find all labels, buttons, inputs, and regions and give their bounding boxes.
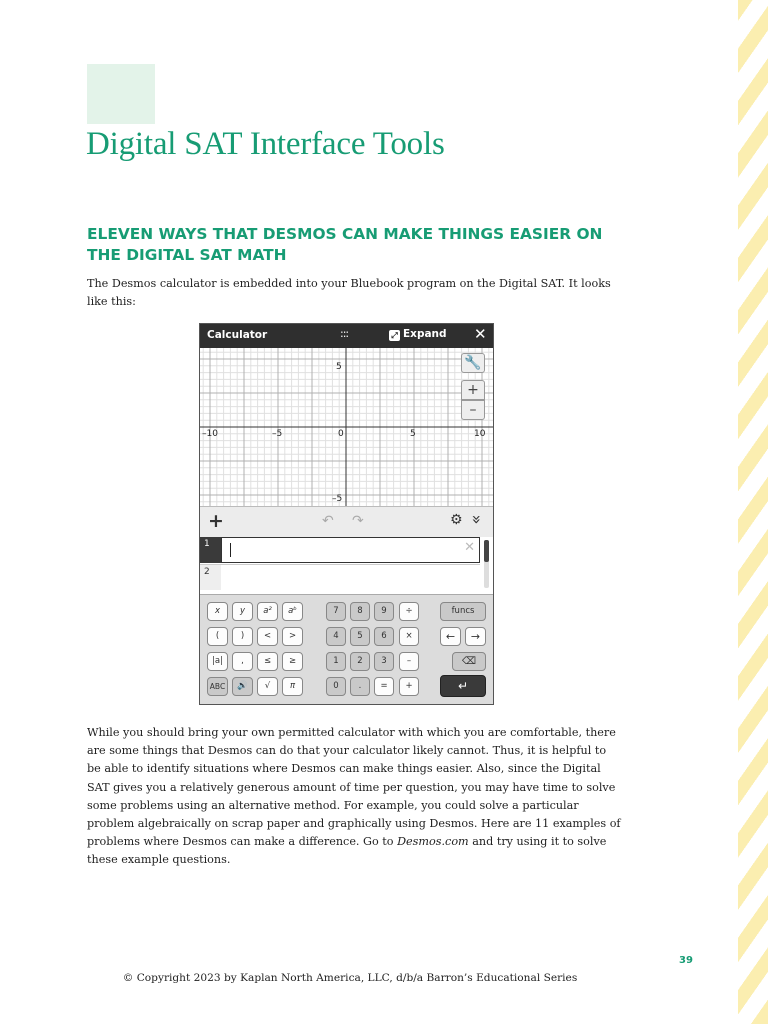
key-equals[interactable]: = bbox=[374, 677, 394, 696]
x-tick-label: –5 bbox=[272, 429, 283, 439]
delete-expression-icon[interactable]: ✕ bbox=[464, 540, 475, 555]
calculator-keypad bbox=[200, 594, 493, 705]
expression-input[interactable] bbox=[221, 564, 480, 590]
key-plus[interactable]: + bbox=[399, 677, 419, 696]
gear-icon[interactable]: ⚙ bbox=[450, 512, 463, 528]
body-text-end: and try using it to solve these example questions. bbox=[87, 835, 607, 867]
key-comma[interactable]: , bbox=[232, 652, 253, 671]
collapse-list-icon[interactable]: » bbox=[467, 514, 487, 525]
expression-input[interactable] bbox=[221, 537, 480, 563]
y-tick-label: –5 bbox=[332, 494, 343, 504]
drag-handle-icon[interactable]: ::: bbox=[340, 327, 349, 340]
expand-icon: ⤢ bbox=[389, 330, 400, 341]
key-a-power-b[interactable]: aᵇ bbox=[282, 602, 303, 621]
key-6[interactable]: 6 bbox=[374, 627, 394, 646]
decorative-stripe-bar bbox=[738, 0, 768, 1024]
page-number: 39 bbox=[679, 955, 693, 966]
key-a-squared[interactable]: a² bbox=[257, 602, 278, 621]
intro-paragraph: The Desmos calculator is embedded into your Bluebook program on the Digital SAT. It looks like this: bbox=[87, 277, 611, 308]
key-y[interactable]: y bbox=[232, 602, 253, 621]
body-paragraph bbox=[87, 724, 622, 870]
expand-label: Expand bbox=[403, 328, 447, 340]
key-absolute-value[interactable]: |a| bbox=[207, 652, 228, 671]
x-tick-label: 5 bbox=[410, 429, 416, 439]
key-0[interactable]: 0 bbox=[326, 677, 346, 696]
text-cursor bbox=[230, 543, 231, 557]
calculator-titlebar bbox=[200, 324, 493, 348]
expression-scrollbar-thumb[interactable] bbox=[484, 540, 489, 562]
key-less-than[interactable]: < bbox=[257, 627, 278, 646]
key-divide[interactable]: ÷ bbox=[399, 602, 419, 621]
expand-button[interactable] bbox=[389, 328, 447, 341]
key-open-paren[interactable]: ( bbox=[207, 627, 228, 646]
graph-settings-wrench-icon[interactable]: 🔧 bbox=[461, 353, 485, 373]
add-expression-icon[interactable]: + bbox=[208, 510, 224, 532]
expression-toolbar bbox=[200, 506, 493, 538]
key-x[interactable]: x bbox=[207, 602, 228, 621]
funcs-button[interactable]: funcs bbox=[440, 602, 486, 621]
key-abc[interactable]: ABC bbox=[207, 677, 228, 696]
key-5[interactable]: 5 bbox=[350, 627, 370, 646]
key-7[interactable]: 7 bbox=[326, 602, 346, 621]
expression-list bbox=[200, 537, 493, 593]
key-4[interactable]: 4 bbox=[326, 627, 346, 646]
key-square-root[interactable]: √ bbox=[257, 677, 278, 696]
key-greater-than[interactable]: > bbox=[282, 627, 303, 646]
redo-icon[interactable]: ↷ bbox=[352, 513, 364, 529]
backspace-icon[interactable]: ⌫ bbox=[452, 652, 486, 671]
close-icon[interactable]: ✕ bbox=[474, 325, 487, 343]
key-greater-equal[interactable]: ≥ bbox=[282, 652, 303, 671]
key-multiply[interactable]: × bbox=[399, 627, 419, 646]
key-2[interactable]: 2 bbox=[350, 652, 370, 671]
undo-icon[interactable]: ↶ bbox=[322, 513, 334, 529]
copyright-footer: © Copyright 2023 by Kaplan North America, LLC, d/b/a Barron’s Educational Series bbox=[122, 972, 578, 984]
section-heading: ELEVEN WAYS THAT DESMOS CAN MAKE THINGS EASIER ON THE DIGITAL SAT MATH bbox=[87, 225, 603, 264]
chapter-title: Digital SAT Interface Tools bbox=[86, 126, 445, 162]
expression-number: 2 bbox=[200, 564, 221, 590]
expression-row[interactable] bbox=[200, 564, 481, 590]
key-minus[interactable]: – bbox=[399, 652, 419, 671]
zoom-out-button[interactable]: – bbox=[461, 400, 485, 420]
key-9[interactable]: 9 bbox=[374, 602, 394, 621]
x-tick-label: 0 bbox=[338, 429, 344, 439]
key-pi[interactable]: π bbox=[282, 677, 303, 696]
body-text: While you should bring your own permitted calculator with which you are comfortable, there are some things that Desmos can do that your calculator likely cannot. Thus, it is helpful to be able to identify situations where Desmos can make things easier. Also, since the Digital SAT gives you a relatively generous amount of time per question, you may have time to solve some problems using an alternative method. For example, you could solve a particular problem algebraically on scrap paper and graphically using Desmos. Here are 11 examples of problems where Desmos can make a difference. Go to bbox=[87, 726, 621, 849]
key-1[interactable]: 1 bbox=[326, 652, 346, 671]
audio-icon[interactable]: 🔊 bbox=[232, 677, 253, 696]
graph-grid bbox=[200, 348, 493, 506]
key-3[interactable]: 3 bbox=[374, 652, 394, 671]
key-less-equal[interactable]: ≤ bbox=[257, 652, 278, 671]
expression-row[interactable] bbox=[200, 537, 481, 563]
expression-number: 1 bbox=[200, 537, 221, 563]
x-tick-label: 10 bbox=[474, 429, 486, 439]
x-tick-label: –10 bbox=[202, 429, 218, 439]
calculator-title: Calculator bbox=[207, 329, 268, 341]
enter-icon[interactable]: ↵ bbox=[440, 675, 486, 697]
desmos-link[interactable]: Desmos.com bbox=[397, 835, 469, 849]
chapter-accent-square bbox=[87, 64, 155, 124]
graph-area[interactable] bbox=[200, 348, 493, 506]
key-close-paren[interactable]: ) bbox=[232, 627, 253, 646]
key-decimal[interactable]: . bbox=[350, 677, 370, 696]
key-8[interactable]: 8 bbox=[350, 602, 370, 621]
right-arrow-icon[interactable]: → bbox=[465, 627, 486, 646]
zoom-in-button[interactable]: + bbox=[461, 380, 485, 400]
left-arrow-icon[interactable]: ← bbox=[440, 627, 461, 646]
y-tick-label: 5 bbox=[336, 362, 342, 372]
desmos-calculator bbox=[199, 323, 494, 705]
